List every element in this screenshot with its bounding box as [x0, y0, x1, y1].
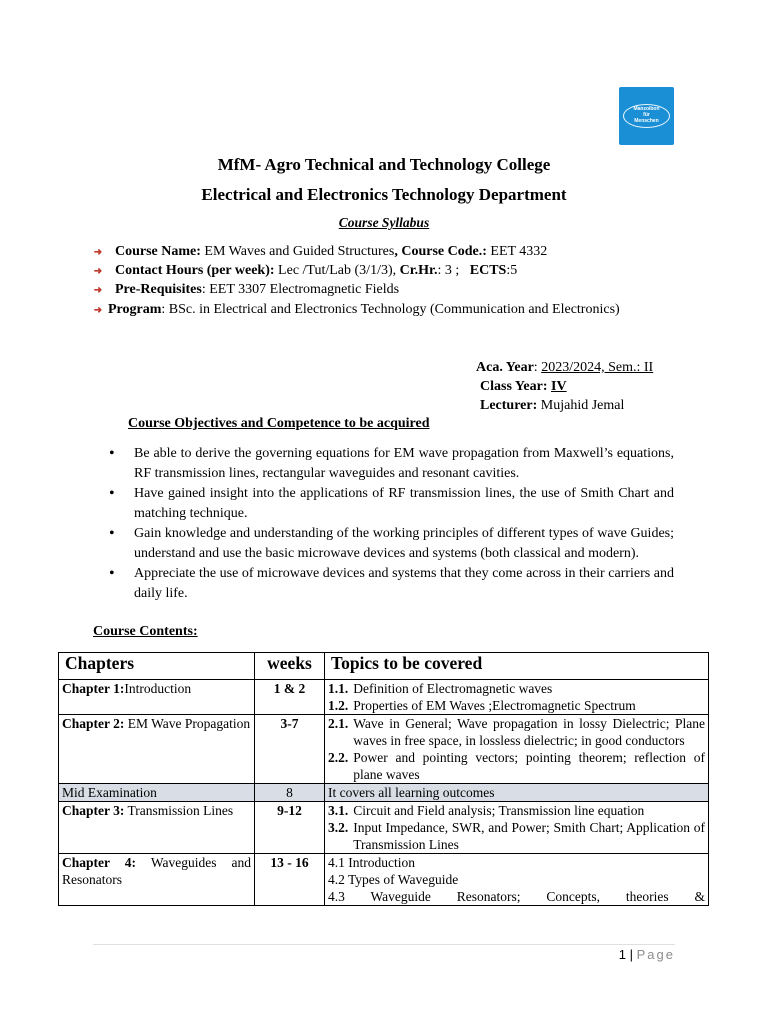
page-word: Page [636, 947, 675, 962]
contact-hours-label: Contact Hours (per week): [115, 263, 275, 278]
college-logo [619, 87, 674, 145]
academic-year-row: Aca. Year: 2023/2024, Sem.: II [476, 360, 654, 375]
topic-item: 3.1. Circuit and Field analysis; Transmission line equation [328, 803, 645, 818]
course-name-label: Course Name: [115, 244, 201, 259]
topic-item: 4.3 Waveguide Resonators; Concepts, theories & [328, 889, 705, 904]
header-weeks: weeks [255, 653, 325, 680]
crhr-label: Cr.Hr. [399, 263, 438, 278]
topic-item: 1.1. Definition of Electromagnetic waves [328, 681, 553, 696]
weeks-cell: 1 & 2 [255, 680, 325, 715]
objectives-heading: Course Objectives and Competence to be acquired [128, 416, 430, 431]
objective-item: • Be able to derive the governing equations for EM wave propagation from Maxwell’s equations, RF transmission lines, rectangular waveguides and resonant cavities. [106, 444, 674, 483]
topic-item: 2.1. Wave in General; Wave propagation in lossy Dielectric; Plane waves in free space, in lossless dielectric; in good conductors [328, 716, 705, 748]
mid-exam-row [59, 784, 709, 802]
weeks-cell: 9-12 [255, 802, 325, 854]
chapter-label: Chapter 1: [62, 681, 125, 696]
ects-label: ECTS [469, 263, 507, 278]
crhr-value: : 3 ; [437, 263, 460, 278]
arrow-bullet-icon: ➜ [93, 247, 103, 258]
page-separator: | [629, 947, 633, 962]
logo-text-line2: für [643, 112, 650, 118]
logo-text-line1: Manzoibon [633, 106, 660, 112]
table-row [59, 854, 709, 906]
ects-value: :5 [506, 263, 518, 278]
objectives-list [106, 444, 674, 604]
program-row [92, 300, 674, 320]
table-row [59, 680, 709, 715]
chapter-label: Chapter 3: [62, 803, 125, 818]
prerequisites-label: Pre-Requisites [115, 282, 202, 297]
lecturer-row [480, 396, 624, 415]
class-year-row [480, 377, 567, 396]
header-chapters: Chapters [59, 653, 255, 680]
topics-cell [325, 802, 709, 854]
table-header-row [59, 653, 709, 680]
course-name-value: EM Waves and Guided Structures [204, 244, 395, 259]
arrow-bullet-icon: ➜ [93, 305, 103, 316]
topics-cell [325, 680, 709, 715]
weeks-cell: 8 [255, 784, 325, 802]
weeks-cell: 13 - 16 [255, 854, 325, 906]
topic-item: 4.2 Types of Waveguide [328, 872, 459, 887]
course-code-label: , Course Code.: [394, 244, 487, 259]
mid-exam-label: Mid Examination [59, 784, 255, 802]
footer-divider [93, 944, 675, 945]
chapter-label: Chapter 2: [62, 716, 125, 731]
table-row [59, 802, 709, 854]
aca-year-value: 2023/2024, Sem.: II [541, 360, 654, 375]
chapter-title: EM Wave Propagation [127, 716, 251, 731]
chapter-cell [59, 802, 255, 854]
lecturer-label: Lecturer: [480, 398, 538, 413]
table-row [59, 715, 709, 784]
course-code-value: EET 4332 [490, 244, 548, 259]
page-number: 1 [618, 947, 626, 962]
chapter-cell [59, 715, 255, 784]
topic-item: 4.1 Introduction [328, 855, 415, 870]
arrow-bullet-icon: ➜ [93, 266, 103, 277]
doc-type-heading: Course Syllabus [338, 215, 430, 230]
lecturer-value: Mujahid Jemal [540, 398, 625, 413]
contact-hours-value: Lec /Tut/Lab (3/1/3), [278, 263, 397, 278]
arrow-bullet-icon: ➜ [93, 285, 103, 296]
topic-item: 3.2. Input Impedance, SWR, and Power; Smith Chart; Application of Transmission Lines [328, 820, 705, 852]
class-year-value: IV [551, 379, 567, 394]
topic-item: 1.2. Properties of EM Waves ;Electromagnetic Spectrum [328, 698, 636, 713]
header-topics: Topics to be covered [325, 653, 709, 680]
topic-item: 2.2. Power and pointing vectors; pointing theorem; reflection of plane waves [328, 750, 705, 782]
chapter-title: Introduction [124, 681, 192, 696]
college-title: MfM- Agro Technical and Technology College [217, 155, 551, 174]
program-value: : BSc. in Electrical and Electronics Technology (Communication and Electronics) [161, 302, 620, 317]
weeks-cell: 3-7 [255, 715, 325, 784]
objective-item: • Gain knowledge and understanding of the working principles of different types of wave Guides; understand and use the basic microwave devices and systems (both classical and modern). [106, 524, 674, 563]
prerequisites-row [92, 280, 399, 300]
contact-hours-row [92, 261, 517, 281]
aca-year-label: Aca. Year [476, 360, 534, 375]
objective-item: • Appreciate the use of microwave devices and systems that they come across in their carriers and daily life. [106, 564, 674, 603]
chapter-title: Transmission Lines [127, 803, 234, 818]
course-name-row [92, 242, 547, 262]
chapter-label: Chapter 4: [62, 855, 137, 870]
syllabus-table [58, 652, 709, 906]
class-year-label: Class Year: [480, 379, 548, 394]
topics-cell [325, 715, 709, 784]
topics-cell [325, 854, 709, 906]
page-footer [560, 947, 675, 962]
department-title: Electrical and Electronics Technology Department [201, 185, 567, 204]
course-contents-heading: Course Contents: [93, 624, 198, 639]
logo-text-line3: Menschen [634, 118, 659, 124]
prerequisites-value: : EET 3307 Electromagnetic Fields [201, 282, 400, 297]
chapter-cell [59, 854, 255, 906]
mid-exam-topic: It covers all learning outcomes [325, 784, 709, 802]
chapter-title: Waveguides and Resonators [62, 855, 251, 887]
program-label: Program [108, 302, 162, 317]
objective-item: • Have gained insight into the applications of RF transmission lines, the use of Smith Chart and matching technique. [106, 484, 674, 523]
chapter-cell [59, 680, 255, 715]
